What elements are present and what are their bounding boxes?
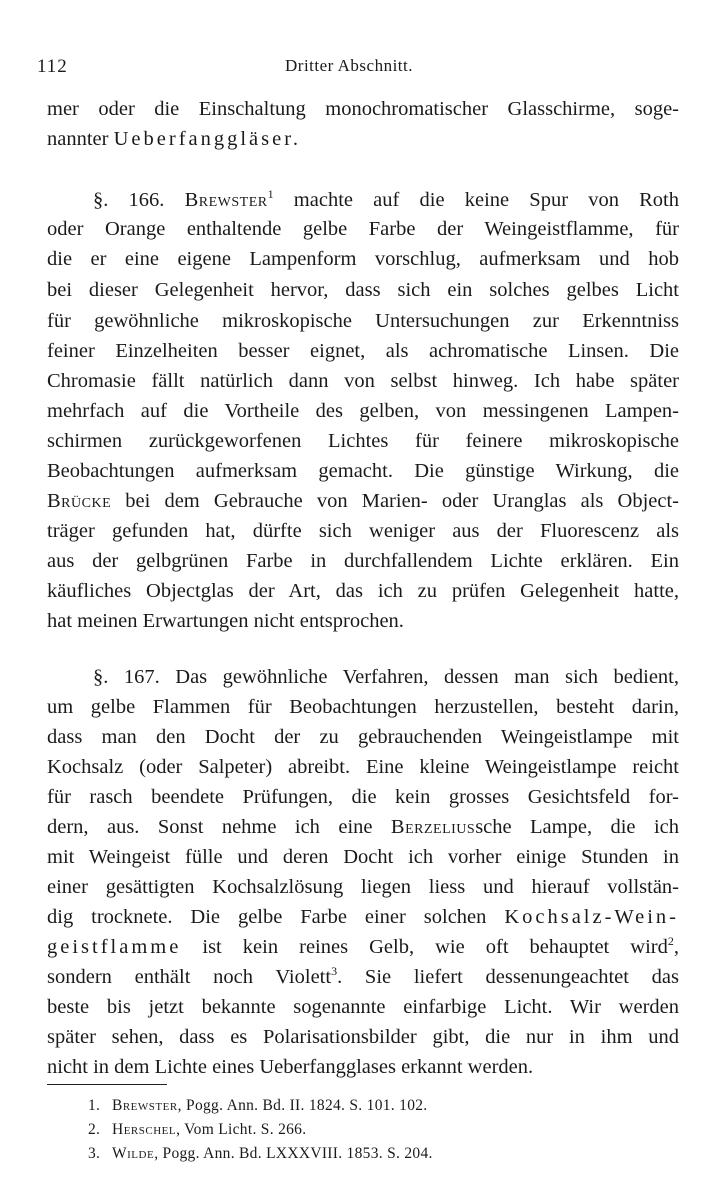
text-line	[47, 933, 679, 961]
spaced-term: Kochsalz-Wein-	[504, 906, 679, 928]
text-span: sondern enthält noch Violett	[47, 966, 332, 988]
text-line	[47, 125, 679, 153]
text-line: Kochsalz (oder Salpeter) abreibt. Eine kleine Weingeistlampe reicht	[47, 756, 679, 778]
footnote	[88, 1119, 306, 1141]
spaced-term: geistflamme	[47, 936, 182, 958]
text-span: bei dem Gebrauche von Marien- oder Uranglas als Object-	[111, 490, 679, 512]
footnote-ref: 1	[267, 187, 274, 201]
footnote-divider	[47, 1084, 167, 1085]
footnote-ref: 2	[667, 934, 674, 948]
footnote-number: 1.	[88, 1097, 101, 1114]
text-line: später sehen, dass es Polarisationsbilder gibt, die nur in ihm und	[47, 1026, 679, 1048]
footnote	[88, 1143, 433, 1165]
text-span: ist kein reines Gelb, wie oft behauptet wird	[181, 936, 668, 958]
text-line: für gewöhnliche mikroskopische Untersuchungen zur Erkenntniss	[47, 310, 679, 332]
footnote-text: , Pogg. Ann. Bd. LXXXVIII. 1853. S. 204.	[154, 1145, 433, 1162]
footnote-number: 2.	[88, 1121, 101, 1138]
running-head: Dritter Abschnitt.	[285, 56, 413, 75]
text-line: um gelbe Flammen für Beobachtungen herzustellen, besteht darin,	[47, 696, 679, 718]
text-line: die er eine eigene Lampenform vorschlug, aufmerksam und hob	[47, 248, 679, 270]
text-line: nicht in dem Lichte eines Ueberfangglases erkannt werden.	[47, 1056, 534, 1078]
text-line: für rasch beendete Prüfungen, die kein grosses Gesichtsfeld for-	[47, 786, 679, 808]
text-span: machte auf die keine Spur von Roth	[273, 189, 680, 211]
footnote-author: Herschel	[112, 1121, 177, 1138]
text-line: träger gefunden hat, dürfte sich weniger aus der Fluorescenz als	[47, 520, 679, 542]
text-line: hat meinen Erwartungen nicht entsprochen.	[47, 610, 404, 632]
text-line: einer gesättigten Kochsalzlösung liegen liess und hierauf vollstän-	[47, 876, 679, 898]
spaced-term: Ueberfanggläser.	[113, 128, 302, 150]
text-line: Beobachtungen aufmerksam gemacht. Die günstige Wirkung, die	[47, 460, 679, 482]
text-line	[47, 903, 679, 931]
section-number: §. 166.	[93, 189, 185, 211]
text-line: Chromasie fällt natürlich dann von selbst hinweg. Ich habe später	[47, 370, 679, 392]
text-line: mit Weingeist fülle und deren Docht ich vorher einige Stunden in	[47, 846, 679, 868]
text-span: mer oder die Einschaltung monochromatischer Glasschirme, soge-	[47, 98, 679, 120]
text-line: dass man den Docht der zu gebrauchenden Weingeistlampe mit	[47, 726, 679, 748]
footnote-text: , Pogg. Ann. Bd. II. 1824. S. 101. 102.	[177, 1097, 428, 1114]
text-line: oder Orange enthaltende gelbe Farbe der Weingeistflamme, für	[47, 218, 679, 240]
author-name: Brücke	[47, 490, 112, 512]
author-name: Brewster	[184, 189, 268, 211]
footnote-author: Brewster	[112, 1097, 178, 1114]
footnote	[88, 1095, 428, 1117]
text-span: dig trocknete. Die gelbe Farbe einer solchen	[47, 906, 505, 928]
text-line: §. 167. Das gewöhnliche Verfahren, dessen man sich bedient,	[93, 666, 679, 688]
text-line: aus der gelbgrünen Farbe in durchfallendem Lichte erklären. Ein	[47, 550, 679, 572]
text-line: feiner Einzelheiten besser eignet, als achromatische Linsen. Die	[47, 340, 679, 362]
text-span: . Sie liefert dessenungeachtet das	[337, 966, 679, 988]
text-line: beste bis jetzt bekannte sogenannte einfarbige Licht. Wir werden	[47, 996, 679, 1018]
text-span: sche Lampe, die ich	[475, 816, 679, 838]
author-name: Berzelius	[390, 816, 476, 838]
text-span: ,	[673, 936, 679, 958]
text-line: schirmen zurückgeworfenen Lichtes für feinere mikroskopische	[47, 430, 679, 452]
text-line	[47, 487, 679, 515]
text-line: käufliches Objectglas der Art, das ich zu prüfen Gelegenheit hatte,	[47, 580, 679, 602]
page-header	[0, 56, 709, 80]
text-line	[47, 95, 679, 123]
page-number: 112	[37, 56, 68, 77]
text-line	[47, 963, 679, 991]
text-line	[93, 186, 679, 214]
text-line	[47, 813, 679, 841]
text-span: nannter	[47, 128, 114, 150]
text-span: dern, aus. Sonst nehme ich eine	[47, 816, 391, 838]
footnote-number: 3.	[88, 1145, 101, 1162]
footnote-ref: 3	[331, 964, 338, 978]
footnote-author: Wilde	[112, 1145, 155, 1162]
text-line: mehrfach auf die Vortheile des gelben, von messingenen Lampen-	[47, 400, 679, 422]
footnote-text: , Vom Licht. S. 266.	[176, 1121, 307, 1138]
text-line: bei dieser Gelegenheit hervor, dass sich ein solches gelbes Licht	[47, 279, 679, 301]
